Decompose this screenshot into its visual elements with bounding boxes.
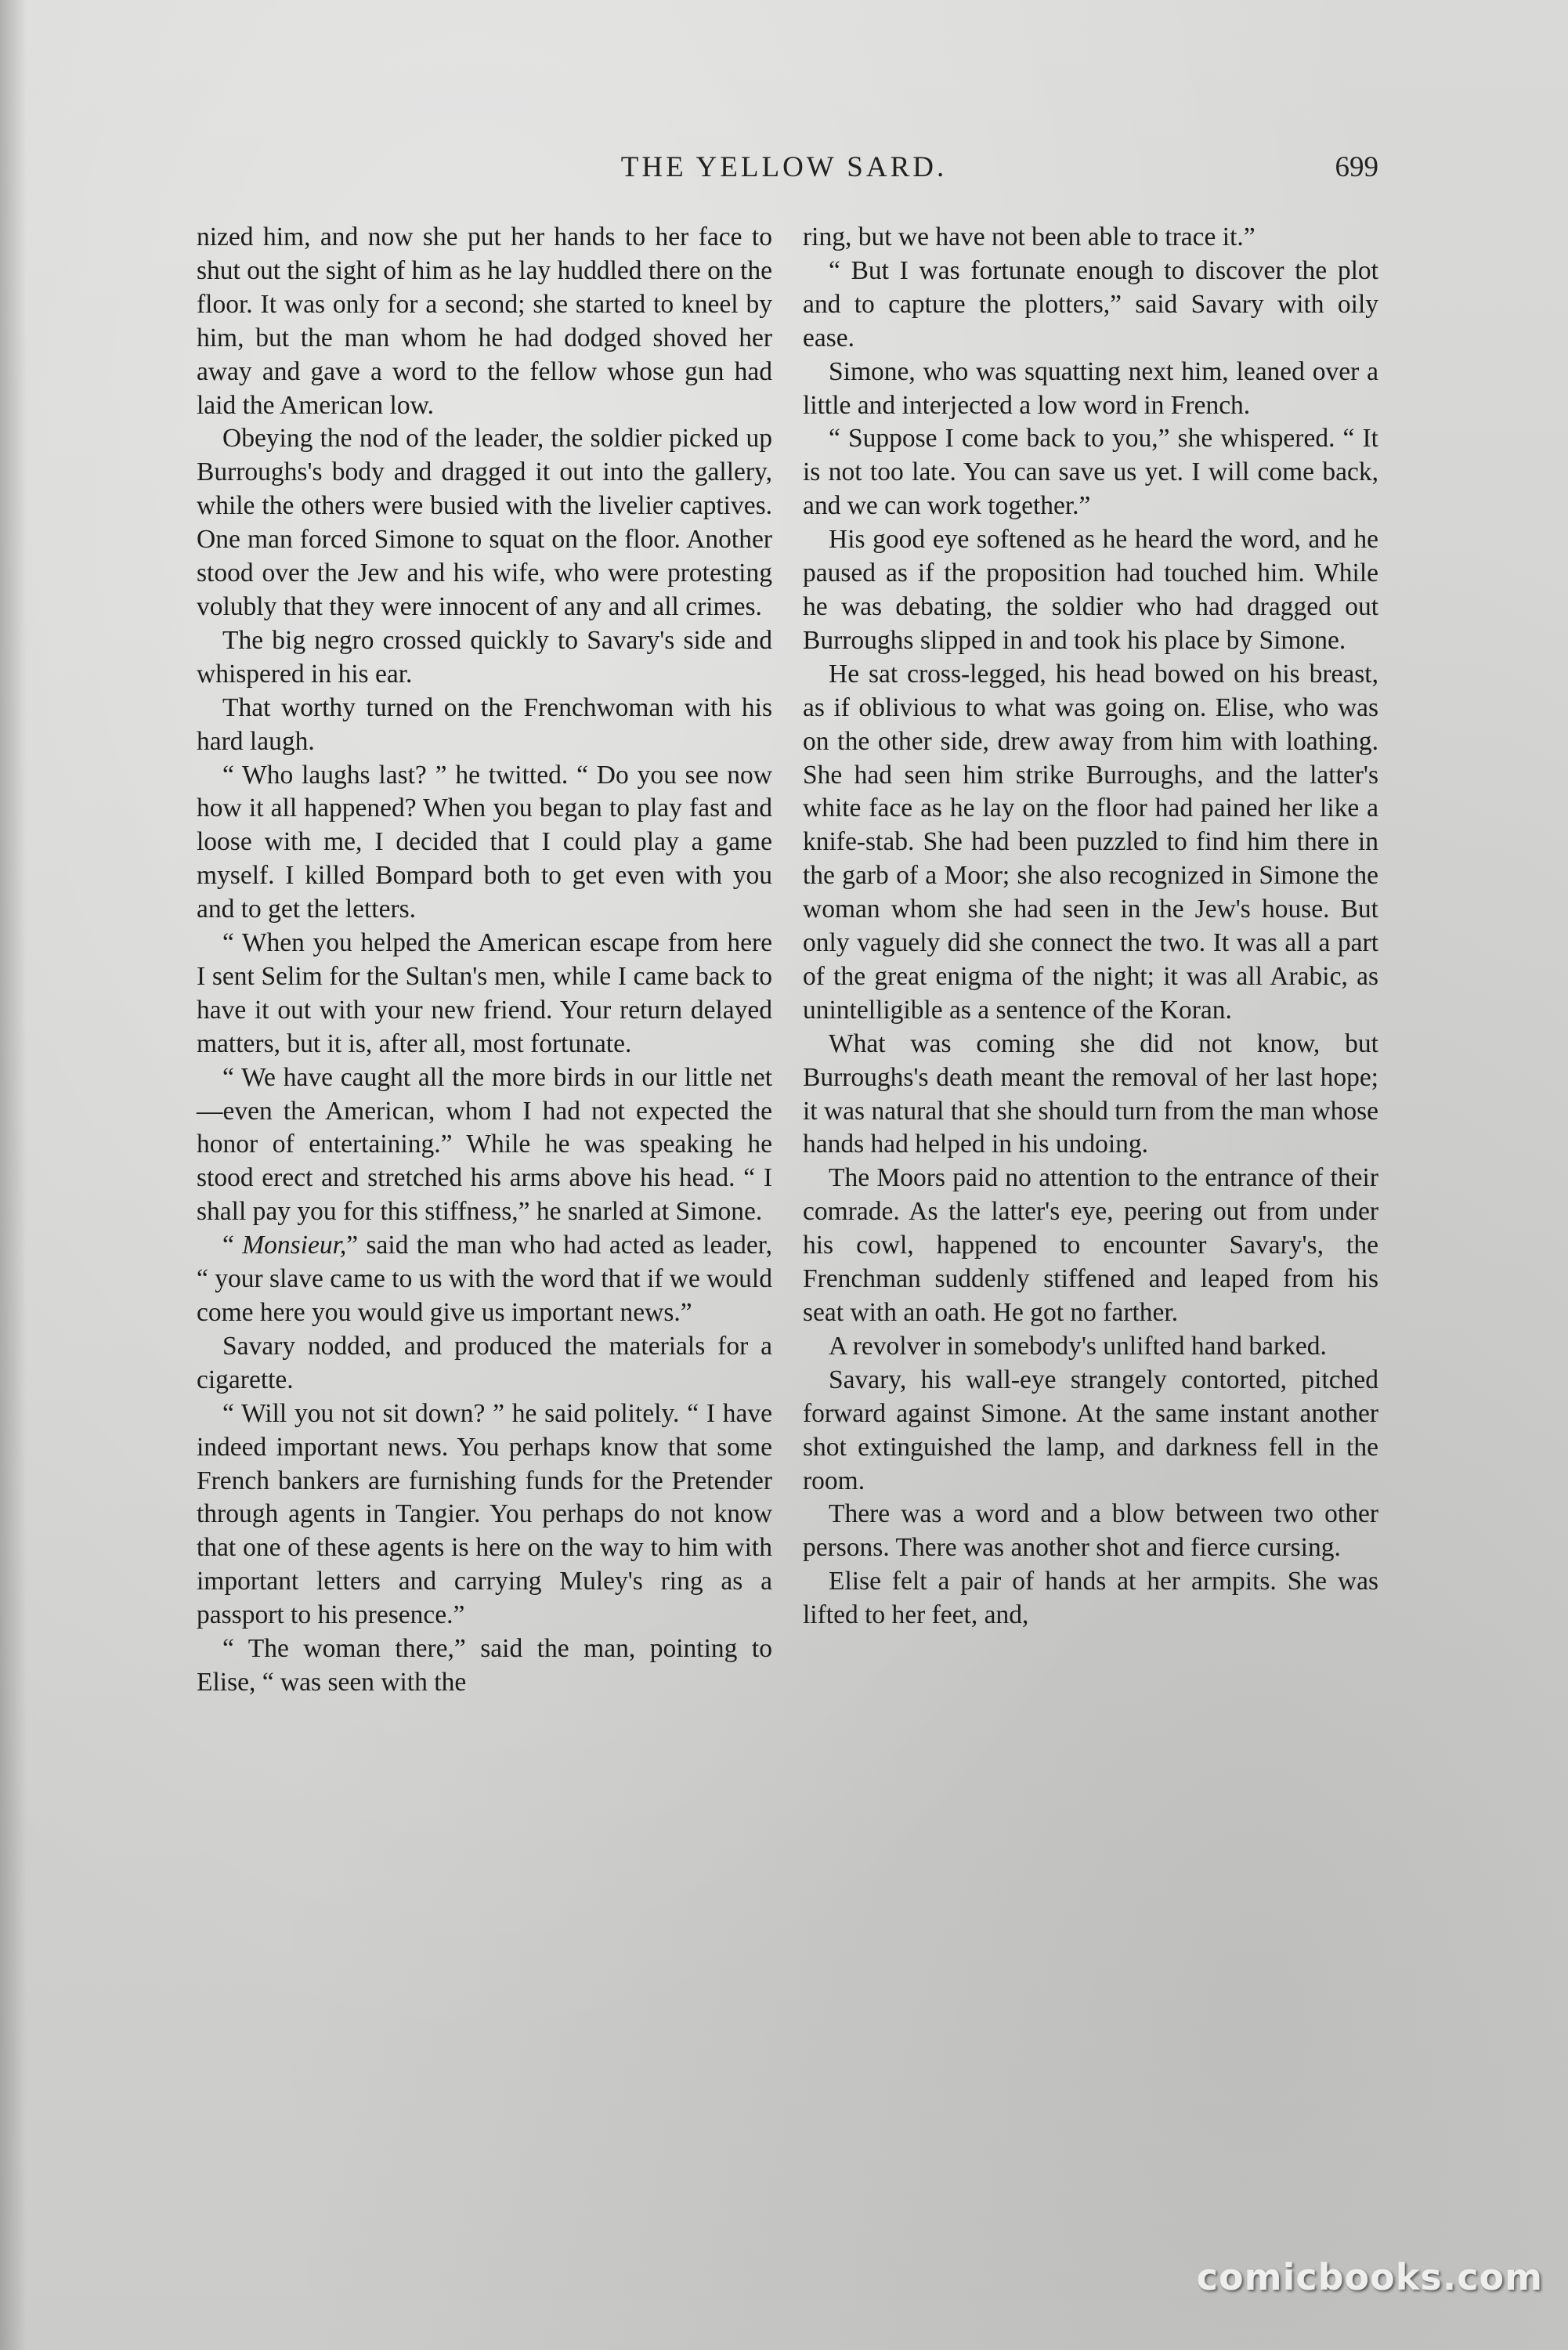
paragraph: The Moors paid no attention to the entrance of their comrade. As the latter's eye, peering out from under his cowl, happened to encounter Savary's, the Frenchman suddenly stiffened and leaped from his seat with an oath. He got no farther. bbox=[803, 1163, 1378, 1327]
paragraph: “ When you helped the American escape from here I sent Selim for the Sultan's men, while I came back to have it out with your new friend. Your return delayed matters, but it is, after all, most fortunate. bbox=[197, 928, 772, 1058]
paragraph: “ But I was fortunate enough to discover the plot and to capture the plotters,” said Savary with oily ease. bbox=[803, 255, 1378, 352]
running-head-title: THE YELLOW SARD. bbox=[620, 151, 948, 183]
paragraph: “ Monsieur,” said the man who had acted as leader, “ your slave came to us with the word that if we would come here you would give us important news.” bbox=[197, 1231, 772, 1327]
paragraph: “ Suppose I come back to you,” she whispered. “ It is not too late. You can save us yet. I will come back, and we can work together.” bbox=[803, 424, 1378, 521]
paragraph: Savary nodded, and produced the materials for a cigarette. bbox=[197, 1331, 772, 1394]
paragraph: The big negro crossed quickly to Savary's side and whispered in his ear. bbox=[197, 625, 772, 689]
paragraph: What was coming she did not know, but Burroughs's death meant the removal of her last hope; it was natural that she should turn from the man whose hands had helped in his undoing. bbox=[803, 1029, 1378, 1159]
paragraph: “ Will you not sit down? ” he said politely. “ I have indeed important news. You perhaps know that some French bankers are furnishing funds for the Pretender through agents in Tangier. You perhaps do not know that one of these agents is here on the way to him with important letters and carrying Muley's ring as a passport to his presence.” bbox=[197, 1398, 772, 1630]
italic-word: Monsieur, bbox=[242, 1231, 347, 1260]
paragraph: That worthy turned on the Frenchwoman with his hard laugh. bbox=[197, 692, 772, 756]
text-column-right bbox=[803, 221, 1378, 1632]
paragraph: nized him, and now she put her hands to her face to shut out the sight of him as he lay huddled there on the floor. It was only for a second; she started to kneel by him, but the man whom he had dodged shoved her away and gave a word to the fellow whose gun had laid the American low. bbox=[197, 222, 773, 420]
paragraph: Obeying the nod of the leader, the soldier picked up Burroughs's body and dragged it out into the gallery, while the others were busied with the livelier captives. One man forced Simone to squat on the floor. Another stood over the Jew and his wife, who were protesting volubly that they were innocent of any and all crimes. bbox=[197, 424, 772, 621]
watermark-text: comicbooks.com bbox=[1196, 2256, 1543, 2298]
paragraph: A revolver in somebody's unlifted hand barked. bbox=[829, 1331, 1327, 1361]
paragraph: His good eye softened as he heard the word, and he paused as if the proposition had touched him. While he was debating, the soldier who had dragged out Burroughs slipped in and took his place by Simone. bbox=[803, 525, 1378, 655]
page-edge-shadow bbox=[0, 0, 27, 2350]
page-number: 699 bbox=[1335, 151, 1378, 183]
paragraph: Elise felt a pair of hands at her armpits. She was lifted to her feet, and, bbox=[803, 1567, 1378, 1630]
paragraph: “ Who laughs last? ” he twitted. “ Do you see now how it all happened? When you began to play fast and loose with me, I decided that I could play a game myself. I killed Bompard both to get even with you and to get the letters. bbox=[197, 760, 772, 924]
paragraph: Savary, his wall-eye strangely contorted, pitched forward against Simone. At the same instant another shot extinguished the lamp, and darkness fell in the room. bbox=[803, 1365, 1378, 1495]
paragraph: Simone, who was squatting next him, leaned over a little and interjected a low word in French. bbox=[803, 356, 1378, 420]
paragraph: He sat cross-legged, his head bowed on his breast, as if oblivious to what was going on. Elise, who was on the other side, drew away from him with loathing. She had seen him strike Burroughs, and the latter's white face as he lay on the floor had pained her like a knife-stab. She had been puzzled to find him there in the garb of a Moor; she also recognized in Simone the woman whom she had seen in the Jew's house. But only vaguely did she connect the two. It was all a part of the great enigma of the night; it was all Arabic, as unintelligible as a sentence of the Koran. bbox=[803, 659, 1378, 1025]
text-column-left bbox=[197, 221, 772, 1700]
paragraph: “ The woman there,” said the man, pointing to Elise, “ was seen with the bbox=[197, 1634, 772, 1697]
paragraph: “ We have caught all the more birds in our little net—even the American, whom I had not expected the honor of entertaining.” While he was speaking he stood erect and stretched his arms above his head. “ I shall pay you for this stiffness,” he snarled at Simone. bbox=[197, 1062, 772, 1227]
paragraph: ring, but we have not been able to trace it.” bbox=[803, 222, 1255, 251]
paragraph: There was a word and a blow between two other persons. There was another shot and fierce cursing. bbox=[803, 1499, 1378, 1563]
